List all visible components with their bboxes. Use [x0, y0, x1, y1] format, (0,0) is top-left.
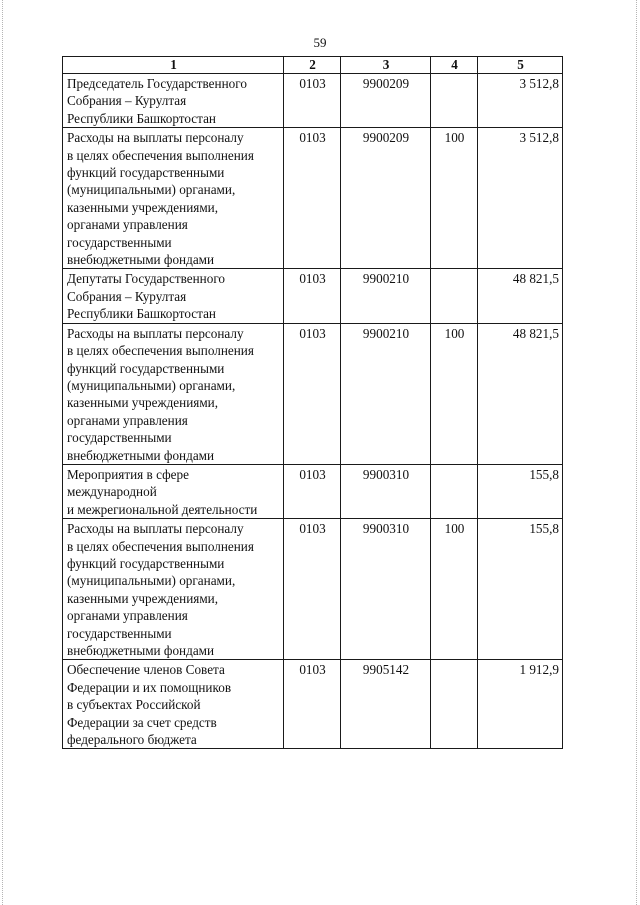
- row-section-code: 0103: [284, 269, 341, 323]
- row-expense-type: 100: [431, 323, 478, 464]
- row-amount: 155,8: [478, 464, 563, 518]
- row-expense-type: 100: [431, 128, 478, 269]
- row-article-code: 9900209: [341, 128, 431, 269]
- scan-right-edge: [636, 0, 637, 905]
- row-section-code: 0103: [284, 519, 341, 660]
- table-row: [63, 323, 563, 464]
- row-article-code: 9900210: [341, 269, 431, 323]
- row-article-code: 9900310: [341, 519, 431, 660]
- table-body: [63, 74, 563, 749]
- column-header-2: 2: [284, 57, 341, 74]
- row-amount: 48 821,5: [478, 269, 563, 323]
- row-section-code: 0103: [284, 464, 341, 518]
- row-amount: 155,8: [478, 519, 563, 660]
- table-row: [63, 74, 563, 128]
- row-name: Мероприятия в сфере международной и межрегиональной деятельности: [63, 464, 284, 518]
- row-expense-type: 100: [431, 519, 478, 660]
- row-amount: 48 821,5: [478, 323, 563, 464]
- row-name: Обеспечение членов Совета Федерации и их помощников в субъектах Российской Федерации за счет средств федерального бюджета: [63, 660, 284, 749]
- row-expense-type: [431, 74, 478, 128]
- row-section-code: 0103: [284, 323, 341, 464]
- column-header-4: 4: [431, 57, 478, 74]
- table-row: [63, 128, 563, 269]
- table-row: [63, 660, 563, 749]
- row-expense-type: [431, 660, 478, 749]
- table-row: [63, 464, 563, 518]
- table-row: [63, 269, 563, 323]
- column-header-1: 1: [63, 57, 284, 74]
- column-header-3: 3: [341, 57, 431, 74]
- column-header-5: 5: [478, 57, 563, 74]
- row-amount: 3 512,8: [478, 74, 563, 128]
- row-name: Расходы на выплаты персоналу в целях обеспечения выполнения функций государственными (муниципальными) органами, казенными учреждениями, органами управления государственными внебюджетными фондами: [63, 519, 284, 660]
- row-article-code: 9900209: [341, 74, 431, 128]
- budget-table: [62, 56, 563, 749]
- table-header: [63, 57, 563, 74]
- row-section-code: 0103: [284, 128, 341, 269]
- row-expense-type: [431, 464, 478, 518]
- row-name: Председатель Государственного Собрания – Курултая Республики Башкортостан: [63, 74, 284, 128]
- scan-left-edge: [2, 0, 3, 905]
- table-row: [63, 519, 563, 660]
- row-article-code: 9900210: [341, 323, 431, 464]
- row-article-code: 9900310: [341, 464, 431, 518]
- row-amount: 3 512,8: [478, 128, 563, 269]
- row-article-code: 9905142: [341, 660, 431, 749]
- row-section-code: 0103: [284, 74, 341, 128]
- row-name: Депутаты Государственного Собрания – Курултая Республики Башкортостан: [63, 269, 284, 323]
- page-number: 59: [313, 35, 327, 50]
- row-expense-type: [431, 269, 478, 323]
- row-amount: 1 912,9: [478, 660, 563, 749]
- row-section-code: 0103: [284, 660, 341, 749]
- row-name: Расходы на выплаты персоналу в целях обеспечения выполнения функций государственными (муниципальными) органами, казенными учреждениями, органами управления государственными внебюджетными фондами: [63, 128, 284, 269]
- header-row: [63, 57, 563, 74]
- row-name: Расходы на выплаты персоналу в целях обеспечения выполнения функций государственными (муниципальными) органами, казенными учреждениями, органами управления государственными внебюджетными фондами: [63, 323, 284, 464]
